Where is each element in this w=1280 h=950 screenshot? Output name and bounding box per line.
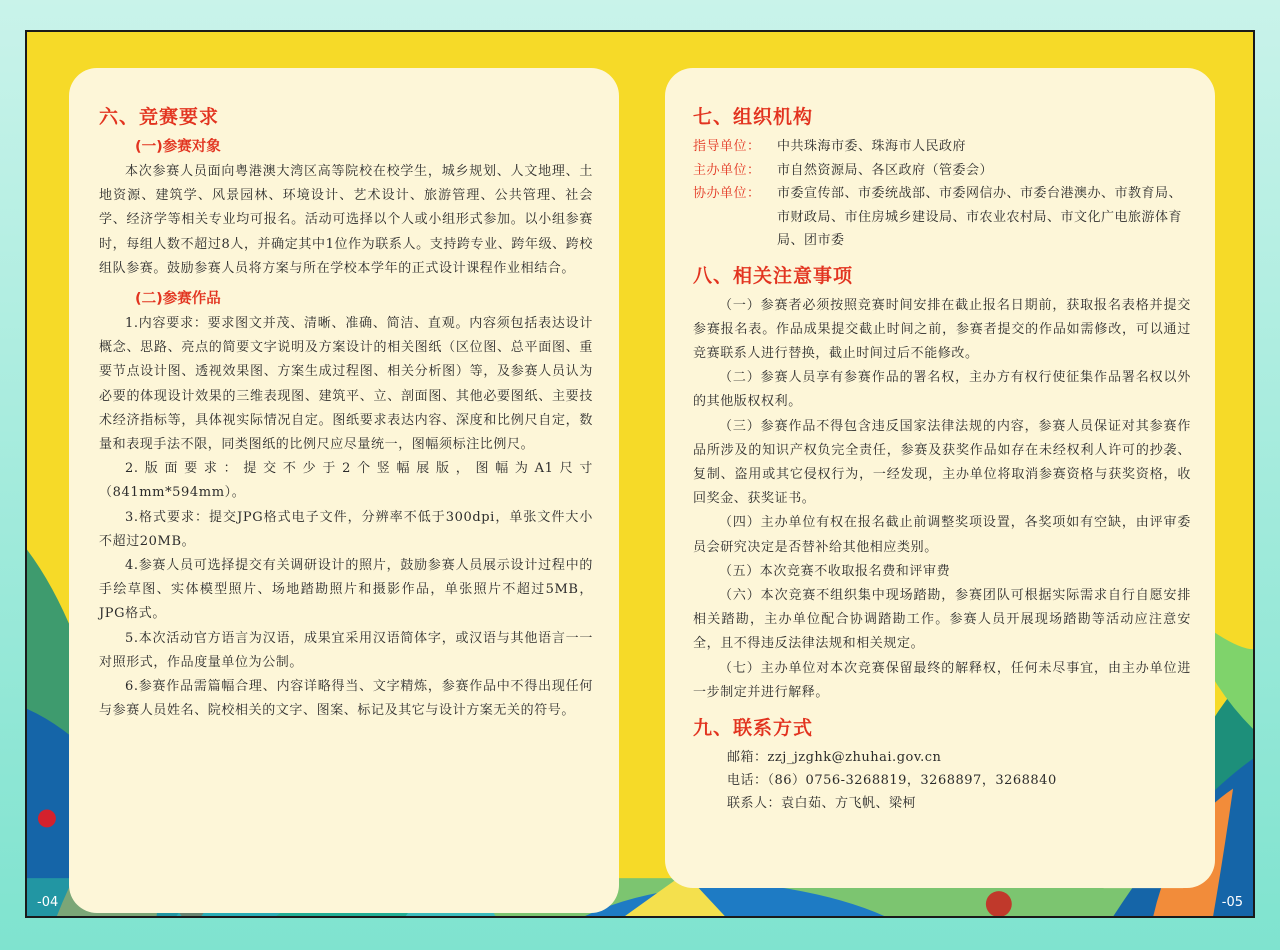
left-page-card (69, 68, 619, 913)
org-row (693, 135, 1191, 159)
paragraph-item: 6.参赛作品需篇幅合理、内容详略得当、文字精炼，参赛作品中不得出现任何与参赛人员姓名、院校相关的文字、图案、标记及其它与设计方案无关的符号。 (99, 679, 593, 719)
right-page-card (665, 68, 1215, 888)
org-row (693, 159, 1191, 183)
notice-item: （四）主办单位有权在报名截止前调整奖项设置，各奖项如有空缺，由评审委员会研究决定是否替补给其他相应类别。 (693, 515, 1191, 555)
contact-person: 联系人：袁白茹、方飞帆、梁柯 (727, 795, 917, 811)
section-title: 九、联系方式 (693, 716, 814, 739)
paragraph-item: 1.内容要求：要求图文并茂、清晰、准确、简洁、直观。内容须包括表达设计概念、思路、亮点的简要文字说明及方案设计的相关图纸（区位图、总平面图、重要节点设计图、透视效果图、方案生成过程图、相关分析图）等，及参赛人员认为必要的体现设计效果的三维表现图、建筑平、立、剖面图、其他必要图纸、主要技术经济指标等，具体视实际情况自定。图纸要求表达内容、深度和比例尺自定，数量和表现手法不限，同类图纸的比例尺应尽量统一，图幅须标注比例尺。 (99, 316, 593, 453)
org-row (693, 182, 1191, 253)
org-text: 市自然资源局、各区政府（管委会） (777, 162, 994, 178)
subsection-title: (二)参赛作品 (135, 291, 221, 308)
contact-email: 邮箱：zzj_jzghk@zhuhai.gov.cn (727, 749, 942, 765)
paragraph: 本次参赛人员面向粤港澳大湾区高等院校在校学生，城乡规划、人文地理、土地资源、建筑学、风景园林、环境设计、艺术设计、旅游管理、公共管理、社会学、经济学等相关专业均可报名。活动可选择以个人或小组形式参加。以小组参赛时，每组人数不超过8人，并确定其中1位作为联系人。支持跨专业、跨年级、跨校组队参赛。鼓励参赛人员将方案与所在学校本学年的正式设计课程作业相结合。 (99, 164, 593, 276)
org-label: 指导单位： (693, 139, 761, 154)
section-title: 六、竞赛要求 (99, 106, 220, 128)
section-title: 七、组织机构 (693, 106, 814, 128)
org-text: 市委宣传部、市委统战部、市委网信办、市委台港澳办、市教育局、市财政局、市住房城乡建设局、市农业农村局、市文化广电旅游体育局、团市委 (777, 186, 1183, 248)
org-text: 中共珠海市委、珠海市人民政府 (777, 139, 967, 154)
paragraph-item: 4.参赛人员可选择提交有关调研设计的照片，鼓励参赛人员展示设计过程中的手绘草图、实体模型照片、场地踏勘照片和摄影作品，单张照片不超过5MB，JPG格式。 (99, 558, 593, 622)
paragraph-item: 5.本次活动官方语言为汉语，成果宜采用汉语简体字，或汉语与其他语言一一对照形式，作品度量单位为公制。 (99, 630, 593, 670)
notice-item: （七）主办单位对本次竞赛保留最终的解释权，任何未尽事宜，由主办单位进一步制定并进行解释。 (693, 660, 1191, 700)
org-label: 主办单位： (693, 162, 761, 178)
page-number-left: -04 (37, 895, 59, 910)
notice-item: （一）参赛者必须按照竞赛时间安排在截止报名日期前，获取报名表格并提交参赛报名表。作品成果提交截止时间之前，参赛者提交的作品如需修改，可以通过竞赛联系人进行替换，截止时间过后不能修改。 (693, 297, 1191, 361)
page-number-right: -05 (1221, 895, 1243, 910)
subsection-title: (一)参赛对象 (135, 139, 221, 155)
org-label: 协办单位： (693, 186, 761, 201)
paragraph-item: 3.格式要求：提交JPG格式电子文件，分辨率不低于300dpi，单张文件大小不超过20MB。 (99, 509, 593, 549)
contact-phone: 电话：（86）0756-3268819，3268897，3268840 (727, 772, 1057, 788)
brochure-spread (25, 30, 1255, 918)
notice-item: （五）本次竞赛不收取报名费和评审费 (719, 563, 951, 579)
section-title: 八、相关注意事项 (693, 264, 854, 287)
notice-item: （三）参赛作品不得包含违反国家法律法规的内容，参赛人员保证对其参赛作品所涉及的知识产权负完全责任，参赛及获奖作品如存在未经权利人许可的抄袭、复制、盗用或其它侵权行为，一经发现，主办单位将取消参赛资格与获奖资格，收回奖金、获奖证书。 (693, 418, 1191, 507)
notice-item: （六）本次竞赛不组织集中现场踏勘，参赛团队可根据实际需求自行自愿安排相关踏勘，主办单位配合协调踏勘工作。参赛人员开展现场踏勘等活动应注意安全，且不得违反法律法规和相关规定。 (693, 587, 1191, 652)
paragraph-item: 2.版面要求：提交不少于2个竖幅展版，图幅为A1尺寸（841mm*594mm）。 (99, 461, 593, 501)
notice-item: （二）参赛人员享有参赛作品的署名权，主办方有权行使征集作品署名权以外的其他版权权利。 (693, 370, 1191, 410)
